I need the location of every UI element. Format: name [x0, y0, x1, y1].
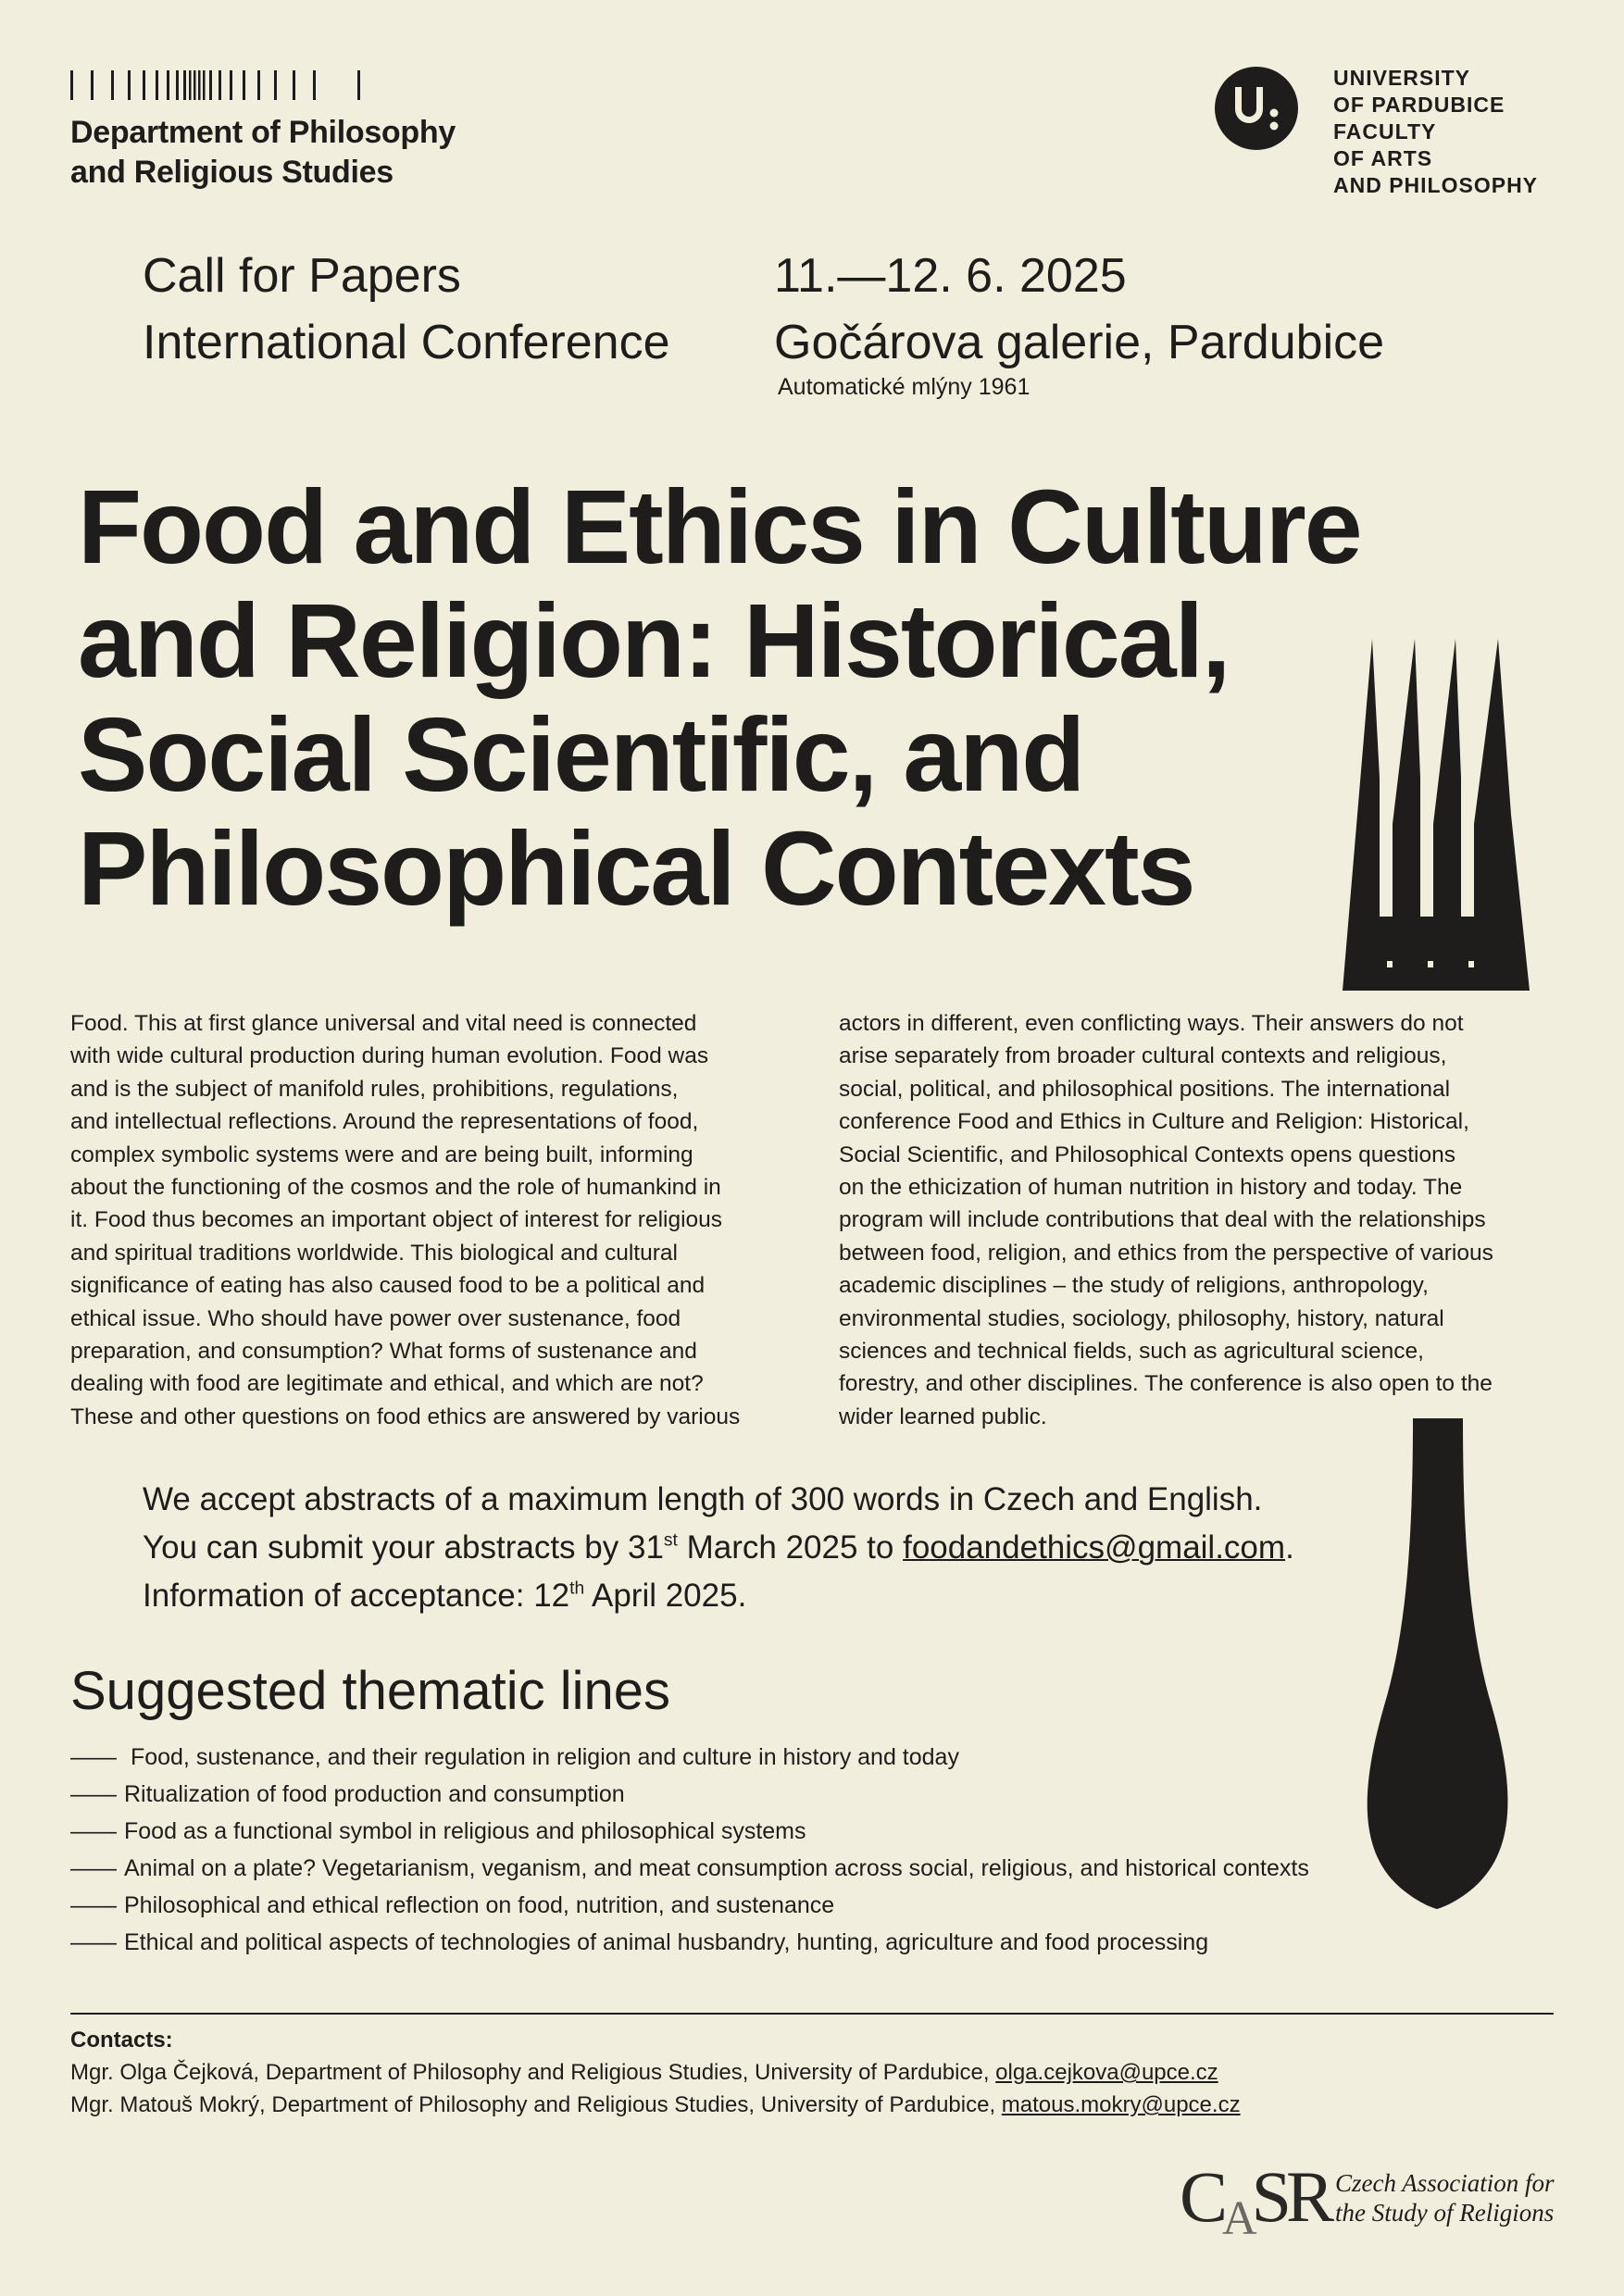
body-line: with wide cultural production during human evolution. Food was [70, 1043, 709, 1069]
theme-item [70, 1850, 1309, 1887]
event-date: 11.—12. 6. 2025 [774, 249, 1127, 303]
casr-name-line: the Study of Religions [1335, 2199, 1555, 2227]
theme-text: Ritualization of food production and consumption [124, 1781, 625, 1807]
body-line: conference Food and Ethics in Culture and Religion: Historical, [839, 1109, 1469, 1135]
body-line: about the functioning of the cosmos and the role of humankind in [70, 1175, 721, 1201]
body-line: Food. This at first glance universal and vital need is connected [70, 1011, 697, 1036]
theme-text: Philosophical and ethical reflection on food, nutrition, and sustenance [124, 1892, 835, 1918]
title-line: and Religion: Historical, [78, 582, 1230, 699]
ordinal-suffix: th [569, 1578, 585, 1599]
theme-item [70, 1813, 1309, 1850]
casr-letter: R [1285, 2156, 1330, 2237]
body-line: preparation, and consumption? What forms of sustenance and [70, 1339, 697, 1365]
contact-text: Mgr. Olga Čejková, Department of Philosophy and Religious Studies, University of Pardubice, [70, 2060, 996, 2085]
university-name-line: AND PHILOSOPHY [1333, 173, 1539, 197]
body-line: wider learned public. [839, 1404, 1047, 1429]
body-line: These and other questions on food ethics are answered by various [70, 1404, 741, 1429]
fork-tines-illustration [1339, 639, 1533, 991]
body-line: it. Food thus becomes an important object of interest for religious [70, 1207, 723, 1233]
acceptance-text: April 2025. [584, 1578, 747, 1614]
deadline-text: You can submit your abstracts by 31 [143, 1529, 664, 1566]
venue-subtitle: Automatické mlýny 1961 [778, 374, 1031, 400]
contact-text: Mgr. Matouš Mokrý, Department of Philosophy and Religious Studies, University of Pardubice, [70, 2092, 1002, 2117]
theme-item [70, 1924, 1309, 1961]
title-line: Food and Ethics in Culture [78, 468, 1361, 585]
university-logo [1215, 67, 1298, 150]
body-line: and is the subject of manifold rules, prohibitions, regulations, [70, 1076, 679, 1102]
body-line: between food, religion, and ethics from the perspective of various [839, 1240, 1493, 1266]
abstract-length-line: We accept abstracts of a maximum length of 300 words in Czech and English. [143, 1481, 1263, 1517]
theme-item [70, 1887, 1309, 1924]
department-name [70, 113, 456, 193]
themes-list [70, 1739, 1309, 1961]
body-line: sciences and technical fields, such as agricultural science, [839, 1339, 1424, 1365]
submission-info [143, 1476, 1294, 1620]
call-for-papers [143, 243, 670, 376]
body-line: academic disciplines – the study of religions, anthropology, [839, 1273, 1429, 1299]
dash-bullet: —— [70, 1855, 117, 1881]
body-line: forestry, and other disciplines. The conference is also open to the [839, 1371, 1493, 1397]
dash-bullet: —— [70, 1892, 117, 1918]
body-line: social, political, and philosophical positions. The international [839, 1076, 1451, 1102]
body-line: arise separately from broader cultural contexts and religious, [839, 1043, 1447, 1069]
casr-monogram [1180, 2157, 1329, 2259]
conference-type: International Conference [143, 316, 670, 369]
body-line: dealing with food are legitimate and ethical, and which are not? [70, 1371, 704, 1397]
acceptance-line [143, 1572, 1294, 1620]
dash-bullet: —— [70, 1818, 117, 1844]
casr-letter: A [1222, 2192, 1252, 2245]
theme-text: Food, sustenance, and their regulation in religion and culture in history and today [124, 1744, 959, 1770]
casr-letter: S [1251, 2156, 1286, 2237]
casr-name-line: Czech Association for [1335, 2169, 1555, 2197]
submission-email-link[interactable]: foodandethics@gmail.com [903, 1529, 1286, 1566]
deadline-line [143, 1524, 1294, 1572]
theme-item [70, 1739, 1309, 1776]
body-line: program will include contributions that deal with the relationships [839, 1207, 1486, 1233]
university-name-line: OF PARDUBICE [1333, 93, 1505, 117]
body-line: Social Scientific, and Philosophical Contexts opens questions [839, 1142, 1455, 1167]
casr-letter: C [1180, 2156, 1223, 2237]
introduction-left-column [70, 1007, 802, 1433]
conference-title [78, 470, 1374, 926]
event-venue: Gočárova galerie, Pardubice [774, 316, 1385, 369]
body-line: and spiritual traditions worldwide. This biological and cultural [70, 1240, 678, 1266]
department-name-line1: Department of Philosophy [70, 115, 456, 150]
theme-item [70, 1776, 1309, 1813]
introduction-right-column [839, 1007, 1570, 1433]
event-details [774, 243, 1384, 376]
contact-person [70, 2089, 1241, 2121]
body-line: complex symbolic systems were and are being built, informing [70, 1142, 693, 1167]
contacts-section [70, 2024, 1241, 2121]
footer-divider [70, 2013, 1554, 2015]
university-name [1333, 65, 1538, 199]
body-line: actors in different, even conflicting ways. Their answers do not [839, 1011, 1464, 1036]
university-name-line: OF ARTS [1333, 146, 1433, 170]
body-line: on the ethicization of human nutrition in history and today. The [839, 1175, 1463, 1201]
department-name-line2: and Religious Studies [70, 155, 394, 190]
deadline-text: March 2025 to [677, 1529, 904, 1566]
title-line: Philosophical Contexts [78, 810, 1194, 927]
dash-bullet: —— [70, 1744, 117, 1770]
ordinal-suffix: st [663, 1530, 678, 1551]
deadline-text: . [1285, 1529, 1294, 1566]
body-line: environmental studies, sociology, philosophy, history, natural [839, 1305, 1444, 1331]
body-line: ethical issue. Who should have power over sustenance, food [70, 1305, 681, 1331]
university-name-line: UNIVERSITY [1333, 66, 1471, 90]
casr-logo [1180, 2156, 1568, 2245]
theme-text: Ethical and political aspects of technologies of animal husbandry, hunting, agriculture and food processing [124, 1929, 1209, 1955]
acceptance-text: Information of acceptance: 12 [143, 1578, 570, 1614]
contact-email-link[interactable]: matous.mokry@upce.cz [1001, 2092, 1241, 2117]
body-line: and intellectual reflections. Around the representations of food, [70, 1109, 699, 1135]
fork-handle-illustration [1359, 1418, 1517, 1909]
department-barcode-logo [70, 70, 367, 100]
dash-bullet: —— [70, 1929, 117, 1955]
casr-name [1335, 2168, 1555, 2227]
title-line: Social Scientific, and [78, 696, 1084, 813]
themes-heading: Suggested thematic lines [70, 1661, 671, 1721]
theme-text: Food as a functional symbol in religious and philosophical systems [124, 1818, 806, 1844]
theme-text: Animal on a plate? Vegetarianism, veganism, and meat consumption across social, religious, and historical contexts [124, 1855, 1309, 1881]
contact-person [70, 2056, 1241, 2089]
body-line: significance of eating has also caused food to be a political and [70, 1273, 706, 1299]
university-name-line: FACULTY [1333, 119, 1437, 144]
contacts-label: Contacts: [70, 2028, 173, 2053]
call-line: Call for Papers [143, 249, 461, 303]
contact-email-link[interactable]: olga.cejkova@upce.cz [995, 2060, 1218, 2085]
dash-bullet: —— [70, 1781, 117, 1807]
